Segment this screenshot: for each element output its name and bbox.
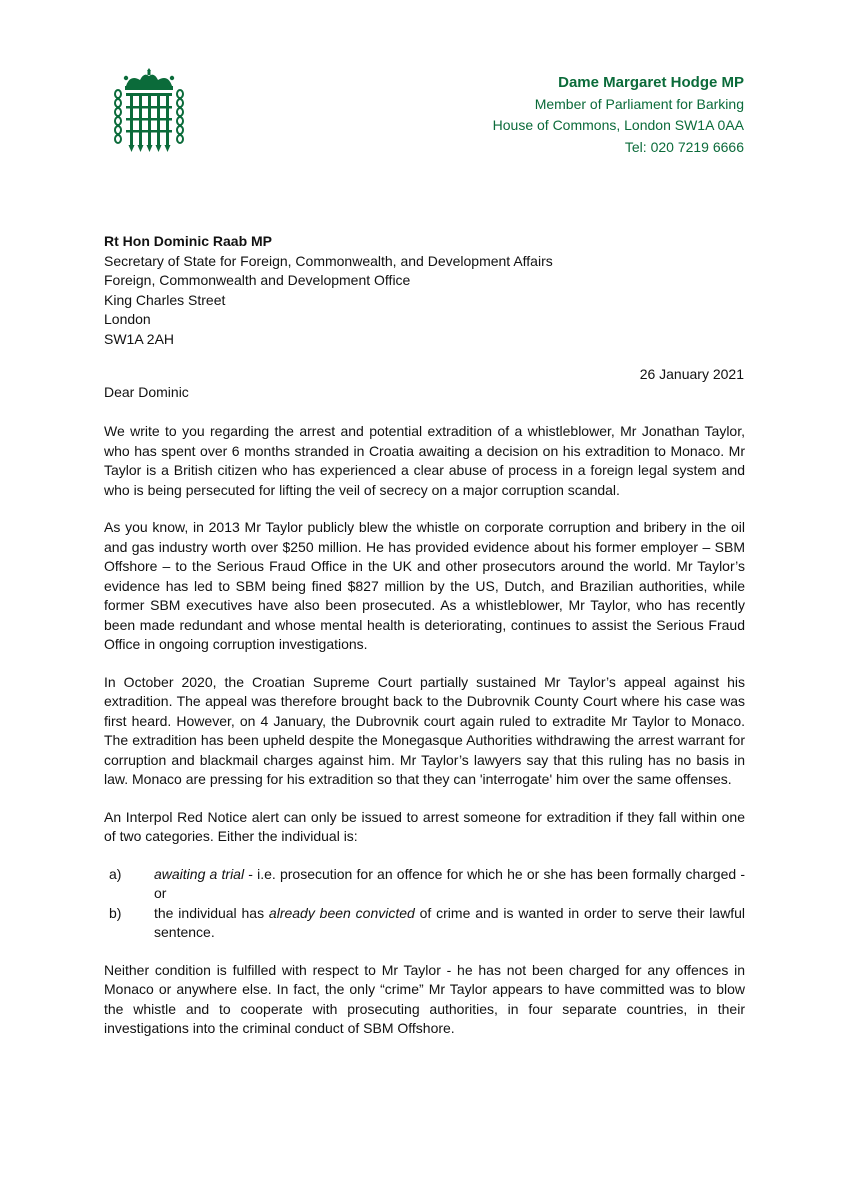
salutation: Dear Dominic xyxy=(104,384,189,400)
recipient-line: SW1A 2AH xyxy=(104,330,175,347)
list-text: - i.e. prosecution for an offence for which he or she has been formally charged - or xyxy=(154,865,745,901)
portcullis-crest-icon xyxy=(108,66,190,158)
list-emphasis: already been convicted xyxy=(268,904,415,921)
sender-phone: Tel: 020 7219 6666 xyxy=(624,138,744,155)
recipient-line: King Charles Street xyxy=(104,291,226,308)
body-paragraph: In October 2020, the Croatian Supreme Court partially sustained Mr Taylor’s appeal against his extradition. The appeal was therefore brought back to the Dubrovnik County Court where his case was first heard. However, on 4 January, the Dubrovnik court again ruled to extradite Mr Taylor to Monaco. The extradition has been upheld despite the Monegasque Authorities withdrawing the arrest warrant for corruption and blackmail charges against him. Mr Taylor’s lawyers say that this ruling has no basis in law. Monaco are pressing for his extradition so that they can 'interrogate' him over the same offenses. xyxy=(104,673,745,787)
body-paragraph: As you know, in 2013 Mr Taylor publicly blew the whistle on corporate corruption and bribery in the oil and gas industry worth over $250 million. He has provided evidence about his former employer – SBM Offshore – to the Serious Fraud Office in the UK and other prosecutors around the world. Mr Taylor’s evidence has led to SBM being fined $827 million by the US, Dutch, and Brazilian authorities, while former SBM executives have also been prosecuted. As a whistleblower, Mr Taylor, who has recently been made redundant and whose mental health is deteriorating, continues to assist the Serious Fraud Office in ongoing corruption investigations. xyxy=(104,519,745,652)
body-paragraph: Neither condition is fulfilled with respect to Mr Taylor - he has not been charged for any offences in Monaco or anywhere else. In fact, the only “crime” Mr Taylor appears to have committed was to blow the whistle and to cooperate with prosecuting authorities, in four separate countries, in their investigations into the criminal conduct of SBM Offshore. xyxy=(104,961,745,1036)
body-paragraph: An Interpol Red Notice alert can only be issued to arrest someone for extradition if they fall within one of two categories. Either the individual is: xyxy=(104,808,745,844)
letter-date: 26 January 2021 xyxy=(639,366,744,382)
list-item xyxy=(104,904,745,943)
criteria-list xyxy=(104,865,745,943)
recipient-line: Secretary of State for Foreign, Commonwealth, and Development Affairs xyxy=(104,252,553,269)
recipient-name: Rt Hon Dominic Raab MP xyxy=(104,233,273,249)
recipient-line: London xyxy=(104,311,151,327)
list-text: of crime and is wanted in order to serve their lawful sentence. xyxy=(154,904,745,940)
list-marker: b) xyxy=(109,904,122,921)
sender-address: House of Commons, London SW1A 0AA xyxy=(492,117,744,133)
recipient-address xyxy=(104,232,745,349)
recipient-line: Foreign, Commonwealth and Development Office xyxy=(104,272,411,288)
sender-constituency: Member of Parliament for Barking xyxy=(534,95,744,112)
list-item xyxy=(104,865,745,904)
list-emphasis: awaiting a trial xyxy=(154,865,245,882)
list-text: the individual has xyxy=(154,904,269,921)
sender-block xyxy=(493,72,744,158)
body-paragraph: We write to you regarding the arrest and potential extradition of a whistleblower, Mr Jonathan Taylor, who has spent over 6 months stranded in Croatia awaiting a decision on his extradition to Monaco. Mr Taylor is a British citizen who has experienced a clear abuse of process in a foreign legal system and who is being persecuted for lifting the veil of secrecy on a major corruption scandal. xyxy=(104,423,745,498)
list-marker: a) xyxy=(109,865,122,882)
sender-name: Dame Margaret Hodge MP xyxy=(558,74,744,91)
letter-body xyxy=(104,422,745,1057)
